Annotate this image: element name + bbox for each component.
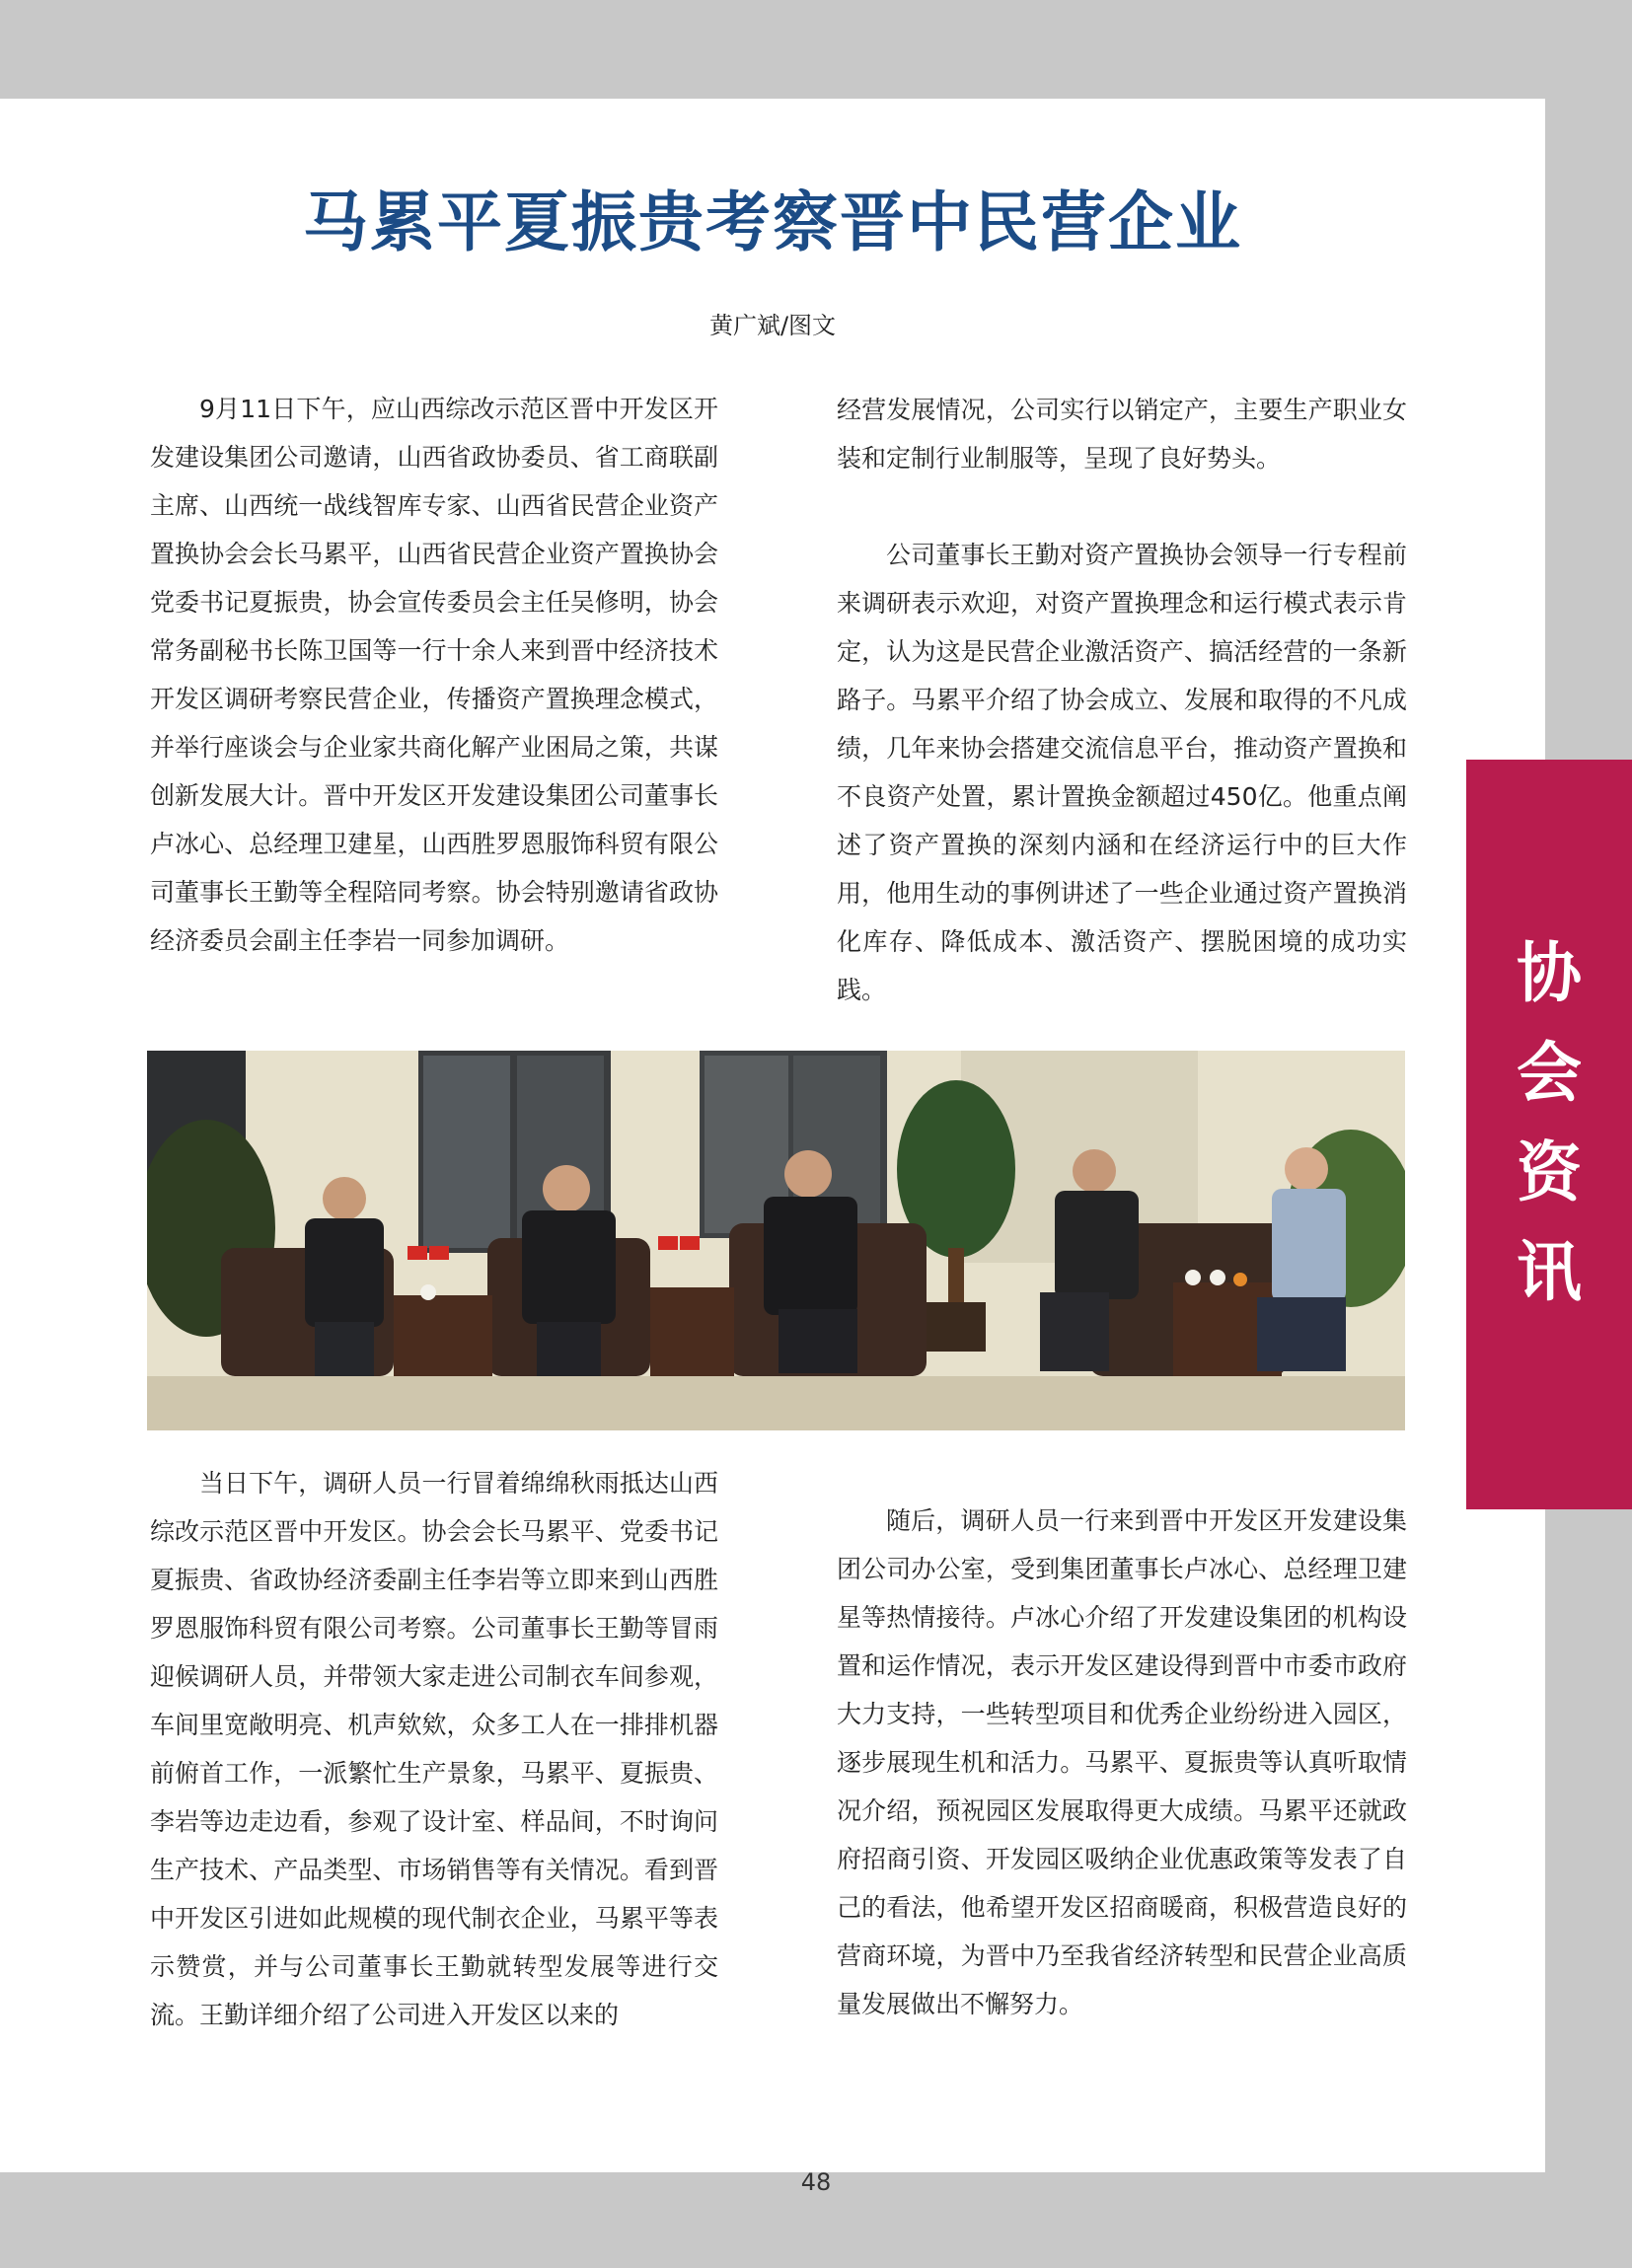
paragraph-1: 9月11日下午，应山西综改示范区晋中开发区开发建设集团公司邀请，山西省政协委员、省工商联副主席、山西统一战线智库专家、山西省民营企业资产置换协会会长马累平，山西省民营企业资产置换协会党委书记夏振贵，协会宣传委员会主任吴修明，协会常务副秘书长陈卫国等一行十余人来到晋中经济技术开发区调研考察民营企业，传播资产置换理念模式，并举行座谈会与企业家共商化解产业困局之策，共谋创新发展大计。晋中开发区开发建设集团公司董事长卢冰心、总经理卫建星，山西胜罗恩服饰科贸有限公司董事长王勤等全程陪同考察。协会特别邀请省政协经济委员会副主任李岩一同参加调研。 [150,395,718,955]
article-byline: 黄广斌/图文 [708,312,837,339]
paragraph-4: 当日下午，调研人员一行冒着绵绵秋雨抵达山西综改示范区晋中开发区。协会会长马累平、党委书记夏振贵、省政协经济委副主任李岩等立即来到山西胜罗恩服饰科贸有限公司考察。公司董事长王勤等冒雨迎候调研人员，并带领大家走进公司制衣车间参观，车间里宽敞明亮、机声欸欸，众多工人在一排排机器前俯首工作，一派繁忙生产景象，马累平、夏振贵、李岩等边走边看，参观了设计室、样品间，不时询问生产技术、产品类型、市场销售等有关情况。看到晋中开发区引进如此规模的现代制衣企业，马累平等表示赞赏，并与公司董事长王勤就转型发展等进行交流。王勤详细介绍了公司进入开发区以来的 [150,1469,718,2029]
meeting-photo [147,1051,1405,1430]
text-column-2 [837,386,1407,1014]
section-tab-char-2: 会 [1517,1035,1582,1111]
article-title: 马累平夏振贵考察晋中民营企业 [303,184,1242,260]
section-tab [1466,760,1632,1509]
section-tab-char-4: 讯 [1517,1234,1582,1310]
text-column-3 [150,1459,718,2039]
text-column-1 [150,385,718,965]
page-number: 48 [800,2168,832,2196]
paragraph-5: 随后，调研人员一行来到晋中开发区开发建设集团公司办公室，受到集团董事长卢冰心、总经理卫建星等热情接待。卢冰心介绍了开发建设集团的机构设置和运作情况，表示开发区建设得到晋中市委市政府大力支持，一些转型项目和优秀企业纷纷进入园区，逐步展现生机和活力。马累平、夏振贵等认真听取情况介绍，预祝园区发展取得更大成绩。马累平还就政府招商引资、开发园区吸纳企业优惠政策等发表了自己的看法，他希望开发区招商暖商，积极营造良好的营商环境，为晋中乃至我省经济转型和民营企业高质量发展做出不懈努力。 [837,1506,1407,2018]
section-tab-char-3: 资 [1517,1134,1582,1210]
paragraph-3: 公司董事长王勤对资产置换协会领导一行专程前来调研表示欢迎，对资产置换理念和运行模式表示肯定，认为这是民营企业激活资产、搞活经营的一条新路子。马累平介绍了协会成立、发展和取得的不凡成绩，几年来协会搭建交流信息平台，推动资产置换和不良资产处置，累计置换金额超过450亿。他重点阐述了资产置换的深刻内涵和在经济运行中的巨大作用，他用生动的事例讲述了一些企业通过资产置换消化库存、降低成本、激活资产、摆脱困境的成功实践。 [837,541,1407,1004]
text-column-4 [837,1497,1407,2028]
paragraph-2-continued: 经营发展情况，公司实行以销定产，主要生产职业女装和定制行业制服等，呈现了良好势头。 [837,396,1407,473]
section-tab-char-1: 协 [1517,935,1582,1011]
